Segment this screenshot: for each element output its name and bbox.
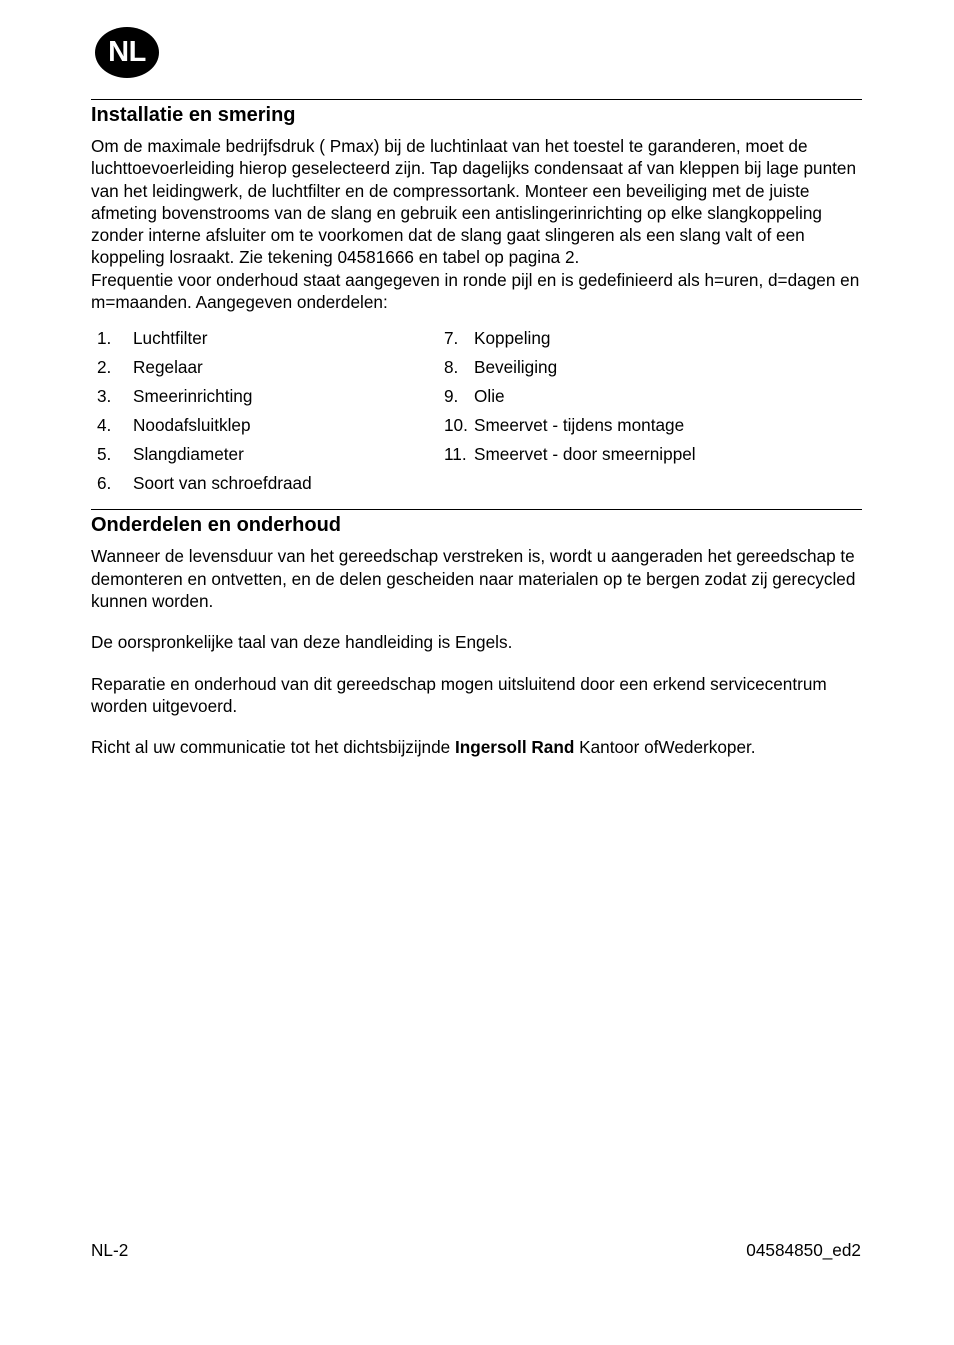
list-item bbox=[438, 324, 862, 353]
section-title-parts: Onderdelen en onderhoud bbox=[91, 514, 342, 537]
list-item-label: Smeerinrichting bbox=[133, 386, 253, 407]
brand-name: Ingersoll Rand bbox=[454, 737, 575, 758]
section-parts-maintenance bbox=[91, 509, 862, 758]
list-item-label: Luchtfilter bbox=[133, 328, 208, 349]
list-item-number: 1. bbox=[97, 328, 112, 349]
list-item-label: Smeervet - door smeernippel bbox=[474, 444, 696, 465]
list-item bbox=[91, 324, 438, 353]
list-item-label: Noodafsluitklep bbox=[133, 415, 251, 436]
list-item-number: 8. bbox=[444, 357, 459, 378]
section-divider bbox=[91, 99, 862, 100]
list-item-label: Slangdiameter bbox=[133, 444, 244, 465]
document-id: 04584850_ed2 bbox=[746, 1240, 861, 1260]
list-item bbox=[438, 382, 862, 411]
list-item-label: Beveiliging bbox=[474, 357, 558, 378]
list-item-label: Soort van schroefdraad bbox=[133, 473, 312, 494]
list-item bbox=[438, 353, 862, 382]
contact-text-pre: Richt al uw communicatie tot het dichtsbijzijnde bbox=[91, 737, 455, 758]
list-item-number: 11. bbox=[444, 444, 467, 465]
list-item-label: Koppeling bbox=[474, 328, 551, 349]
list-item bbox=[91, 469, 438, 498]
list-item-label: Smeervet - tijdens montage bbox=[474, 415, 685, 436]
list-item-number: 5. bbox=[97, 444, 112, 465]
list-item-label: Regelaar bbox=[133, 357, 203, 378]
contact-paragraph bbox=[91, 736, 862, 758]
service-paragraph: Reparatie en onderhoud van dit gereedschap mogen uitsluitend door een erkend servicecentrum worden uitgevoerd. bbox=[91, 673, 827, 716]
list-item-number: 4. bbox=[97, 415, 112, 436]
list-item bbox=[91, 411, 438, 440]
parts-list-column-right bbox=[438, 324, 862, 498]
page-number: NL-2 bbox=[91, 1240, 129, 1260]
list-item bbox=[438, 411, 862, 440]
list-item bbox=[91, 440, 438, 469]
contact-text-post: Kantoor ofWederkoper. bbox=[574, 737, 756, 758]
list-item-number: 10. bbox=[444, 415, 468, 436]
language-paragraph: De oorspronkelijke taal van deze handleiding is Engels. bbox=[91, 632, 513, 653]
list-item-number: 9. bbox=[444, 386, 459, 407]
list-item bbox=[91, 353, 438, 382]
installation-paragraph: Om de maximale bedrijfsdruk ( Pmax) bij de luchtinlaat van het toestel te garanderen, moet de luchttoevoerleiding hierop geselecteerd zijn. Tap dagelijks condensaat af van kleppen bij lage punten van het leidingwerk, de luchtfilter en de compressortank. Monteer een beveiliging met de juiste afmeting bovenstrooms van de slang en gebruik een antislingerinrichting op elke slangkoppeling zonder interne afsluiter om te voorkomen dat de slang gaat slingeren als een slang valt of een koppeling losraakt. Zie tekening 04581666 en tabel op pagina 2. bbox=[91, 136, 857, 268]
language-badge: NL bbox=[95, 27, 159, 78]
list-item-number: 6. bbox=[97, 473, 112, 494]
page-content bbox=[91, 99, 862, 777]
list-item-number: 2. bbox=[97, 357, 112, 378]
section-divider bbox=[91, 509, 862, 510]
section-body bbox=[91, 545, 862, 758]
maintenance-frequency-paragraph: Frequentie voor onderhoud staat aangegeven in ronde pijl en is gedefinieerd als h=uren, d=dagen en m=maanden. Aangegeven onderdelen: bbox=[91, 269, 860, 313]
section-title-installation: Installatie en smering bbox=[91, 104, 296, 126]
list-item bbox=[438, 440, 862, 469]
recycling-paragraph: Wanneer de levensduur van het gereedschap verstreken is, wordt u aangeraden het gereedschap te demonteren en ontvetten, en de delen gescheiden naar materialen op te bergen zodat zij gerecycled kunnen worden. bbox=[91, 546, 856, 611]
parts-list bbox=[91, 324, 862, 498]
list-item-number: 3. bbox=[97, 386, 112, 407]
list-item-label: Olie bbox=[474, 386, 505, 407]
list-item-number: 7. bbox=[444, 328, 459, 349]
parts-list-column-left bbox=[91, 324, 438, 498]
list-item bbox=[91, 382, 438, 411]
